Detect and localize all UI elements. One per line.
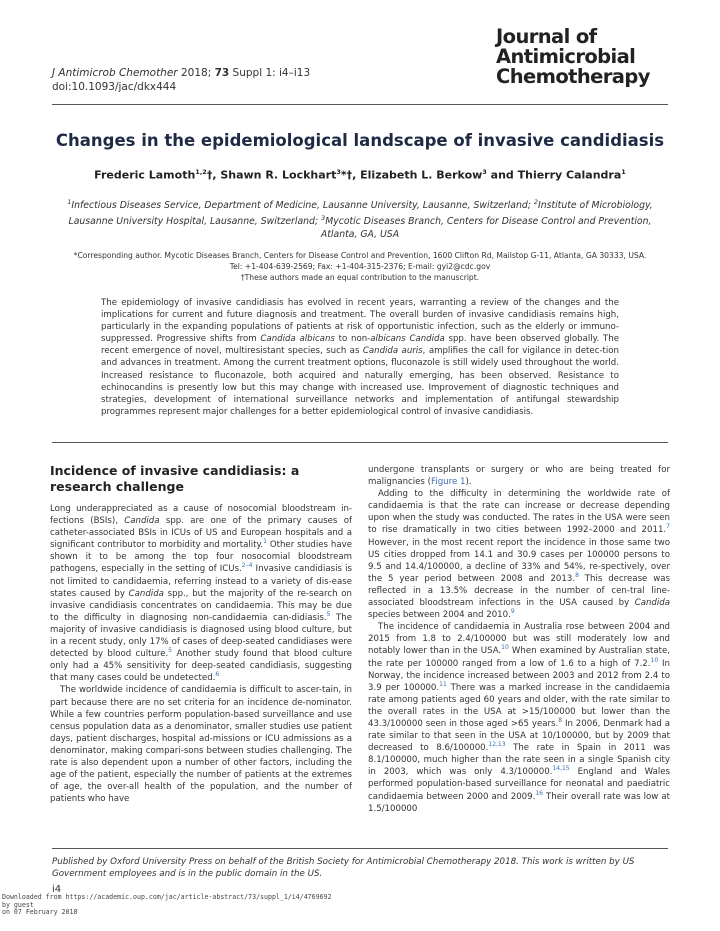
- correspondence: [40, 250, 680, 283]
- section-heading: Incidence of invasive candidiasis: a research challenge: [50, 463, 300, 494]
- header-divider: [52, 104, 668, 105]
- article-title: Changes in the epidemiological landscape of invasive candidiasis: [55, 131, 665, 150]
- citation-journal: J Antimicrob Chemother: [52, 67, 178, 79]
- citation-year: 2018;: [180, 67, 212, 79]
- publisher-note: Published by Oxford University Press on behalf of the British Society for Antimicrobial Chemotherapy 2018. This work is written by US Government employees and is in the public domain in the US.: [52, 857, 635, 879]
- download-url: Downloaded from https://academic.oup.com/jac/article-abstract/73/suppl_1/i4/4769692: [2, 893, 332, 901]
- left-column: [50, 503, 352, 805]
- paragraph: The incidence of candidaemia in Australia rose between 2004 and 2015 from 1.8 to 2.4/100000 but was still moderately low and notably lower than in the USA.$^{10}$ When examined by Australian state, the rate per 100000 ranged from a low of 1.6 to a high of 7.2.10 In Norway, the incidence increased between 2003 and 2012 from 2.4 to 3.9 per 100000.11 There was a marked increase in the candidaemia rate among patients aged 60 years and older, with the rate similar to the overall rates in the USA at >15/100000 but lower than the 43.3/100000 seen in those aged >65 years.$^8$ In 2006, Denmark had a rate similar to that seen in the USA at 10/100000, but by 2009 that decreased to 8.6/100000.$^{12,13}$ The rate in Spain in 2011 was 8.1/100000, much higher than the rate seen in a single Spanish city in 2003, which was only 4.3/100000.$^{14,15}$ England and Wales performed population-based surveillance for neonatal and paediatric candidaemia between 2000 and 2009.16 Their overall rate was low at 1.5/100000: [368, 622, 671, 814]
- citation-pages: Suppl 1: i4–i13: [232, 67, 311, 79]
- corresponding-author: *Corresponding author. Mycotic Diseases Branch, Centers for Disease Control and Prevention, 1600 Clifton Rd, Mailstop G-11, Atlanta, GA 30333, USA.: [73, 251, 647, 260]
- citation: [52, 66, 310, 94]
- citation-line: [52, 66, 310, 80]
- paragraph: Long underappreciated as a cause of nosocomial bloodstream in-fections (BSIs), Candida spp. are one of the primary causes of catheter-associated BSIs in ICUs of US and European hospitals and a significant contributor to morbidity and mortality.$^1$ Other studies have shown it to be among the top four nosocomial bloodstream pathogens, especially in the setting of ICUs.$^{2-4}$ Invasive candidiasis is not limited to candidaemia, referring instead to a variety of dis-ease states caused by Candida spp., but the majority of the re-search on invasive candidiasis concentrates on candidaemia. This may be due to the difficulty in diagnosing non-candidaemia can-didiasis.$^5$ The majority of invasive candidiasis is diagnosed using blood culture, but in a recent study, only 17% of cases of deep-seated candidiases were detected by blood culture.$^5$ Another study found that blood culture only had a 45% sensitivity for deep-seated candidiasis, suggesting that many cases could be undetected.$^6$: [50, 504, 353, 684]
- download-guest: by guest: [2, 900, 34, 909]
- footer-divider: [52, 848, 668, 849]
- paragraph: Adding to the difficulty in determining the worldwide rate of candidaemia is that the rate can increase or decrease depending upon when the study was conducted. The rates in the USA were seen to rise dramatically in two cities between 1992–2000 and 2011.$^7$ However, in the most recent report the incidence in those same two US cities dropped from 14.1 and 30.9 cases per 100000 persons to 9.5 and 14.4/100000, a decline of 33% and 54%, re-spectively, over the 5 year period between 2008 and 2013.$^8$ This decrease was reflected in a 13.5% decrease in the number of cen-tral line-associated bloodstream infections in the USA caused by Candida species between 2004 and 2010.$^9$: [368, 489, 670, 621]
- right-column: [368, 464, 670, 815]
- journal-logo-line: Antimicrobial: [496, 45, 636, 68]
- equal-contribution-note: †These authors made an equal contribution to the manuscript.: [240, 273, 480, 282]
- doi[interactable]: doi:10.1093/jac/dkx444: [52, 81, 177, 93]
- contact-info: Tel: +1-404-639-2569; Fax: +1-404-315-2376; E-mail: gyi2@cdc.gov: [229, 262, 491, 271]
- journal-logo-line: Journal of: [496, 25, 597, 48]
- paragraph: The worldwide incidence of candidaemia is difficult to ascer-tain, in part because there are no set criteria for an incidence de-nominator. While a few countries perform population-based surveillance and use census population data as a denominator, smaller studies use patient days, patient discharges, hospital ad-missions or ICU admissions as a denominator, making compari-sons between studies challenging. The rate is also dependent upon a number of other factors, including the age of the patient, especially the number of patients at the extremes of age, the over-all health of the population, and the number of patients who have: [50, 685, 352, 805]
- abstract-divider: [52, 442, 668, 443]
- page-number: i4: [52, 884, 62, 895]
- figure-link[interactable]: Figure 1: [431, 477, 466, 488]
- citation-volume: 73: [214, 67, 230, 79]
- paragraph: undergone transplants or surgery or who are being treated for malignancies (Figure 1).: [368, 465, 670, 488]
- affiliations: $^1$Infectious Diseases Service, Department of Medicine, Lausanne University, Lausanne, Switzerland; $^2$Institute of Microbiology, Lausanne University Hospital, Lausanne, Switzerland; $^3$Mycotic Diseases Branch, Centers for Disease Control and Prevention, Atlanta, GA, USA: [67, 198, 653, 241]
- journal-logo: [496, 27, 668, 87]
- journal-logo-line: Chemotherapy: [496, 65, 650, 88]
- download-stamp: [2, 894, 332, 917]
- abstract: The epidemiology of invasive candidiasis has evolved in recent years, warranting a review of the changes and the implications for current and future diagnosis and treatment. The overall burden of invasive candidiasis remains high, particularly in the expanding populations of patients at risk of opportunistic infection, such as the elderly or immuno-suppressed. Progressive shifts from Candida albicans to non-albicans Candida spp. have been observed globally. The recent emergence of novel, multiresistant species, such as Candida auris, amplifies the call for vigilance in detec-tion and advances in treatment. Among the current treatment options, fluconazole is still widely used throughout the world. Increased resistance to fluconazole, both acquired and naturally emerging, has been observed. Resistance to echinocandins is presently low but this may change with increased use. Improvement of diagnostic techniques and strategies, development of international surveillance networks and implementation of antifungal stewardship programmes represent major challenges for a better epidemiological control of invasive candidiasis.: [101, 298, 619, 417]
- download-date: on 07 February 2018: [2, 908, 78, 917]
- author-list: Frederic Lamoth$^{1,2}$†, Shawn R. Lockhart$^3$*†, Elizabeth L. Berkow$^3$ and Thierry Calandra$^1$: [94, 168, 626, 182]
